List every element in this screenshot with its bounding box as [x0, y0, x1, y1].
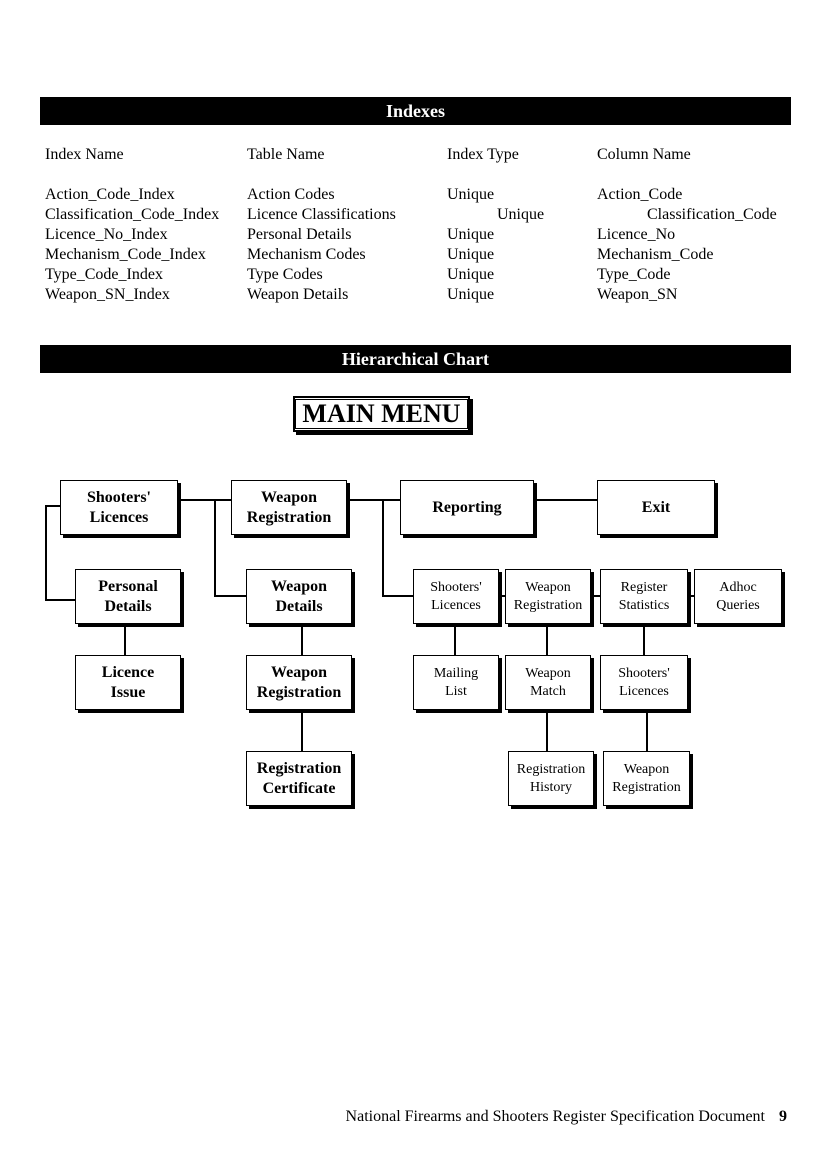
table-cell: Licence Classifications [247, 206, 396, 223]
mailing-list-box: Mailing List [413, 655, 499, 710]
page-number: 9 [779, 1108, 787, 1125]
table-cell: Type_Code [597, 266, 671, 283]
page-footer [346, 1108, 787, 1126]
table-cell: Unique [447, 246, 495, 263]
connector-line [301, 710, 303, 751]
table-cell: Personal Details [247, 226, 352, 243]
table-cell: Classification_Code_Index [45, 206, 220, 223]
hierarchical-chart-heading: Hierarchical Chart [40, 345, 791, 373]
shooters-licences-box: Shooters' Licences [60, 480, 178, 535]
connector-line [45, 599, 76, 601]
footer-document-title: National Firearms and Shooters Register Specification Document [345, 1108, 765, 1125]
table-cell: Mechanism Codes [247, 246, 366, 263]
registration-history-box: Registration History [508, 751, 594, 806]
licence-issue-box: Licence Issue [75, 655, 181, 710]
weapon-details-box: Weapon Details [246, 569, 352, 624]
exit-box: Exit [597, 480, 715, 535]
report-weapon-registration-box: Weapon Registration [505, 569, 591, 624]
table-cell: Mechanism_Code [597, 246, 714, 263]
connector-line [546, 624, 548, 656]
adhoc-queries-box: Adhoc Queries [694, 569, 782, 624]
table-cell: Classification_Code [647, 206, 777, 223]
table-cell: Action_Code_Index [45, 186, 175, 203]
table-cell: Licence_No [597, 226, 676, 243]
connector-line [346, 499, 401, 501]
connector-line [124, 624, 126, 656]
header-table-name: Table Name [247, 146, 325, 163]
main-menu-label: MAIN MENU [295, 399, 467, 429]
table-cell: Mechanism_Code_Index [45, 246, 206, 263]
table-cell: Type Codes [247, 266, 323, 283]
report-shooters-licences-box: Shooters' Licences [413, 569, 499, 624]
indexes-heading: Indexes [40, 97, 791, 125]
connector-line [45, 505, 47, 601]
stats-shooters-licences-box: Shooters' Licences [600, 655, 688, 710]
connector-line [214, 595, 247, 597]
connector-line [646, 710, 648, 752]
stats-weapon-registration-box: Weapon Registration [603, 751, 690, 806]
table-cell: Unique [447, 186, 495, 203]
weapon-registration-sub-box: Weapon Registration [246, 655, 352, 710]
header-index-type: Index Type [447, 146, 519, 163]
connector-line [382, 595, 414, 597]
table-cell: Weapon_SN [597, 286, 678, 303]
table-cell: Unique [447, 286, 495, 303]
registration-certificate-box: Registration Certificate [246, 751, 352, 806]
table-cell: Type_Code_Index [45, 266, 163, 283]
connector-line [45, 505, 61, 507]
table-cell: Weapon_SN_Index [45, 286, 170, 303]
connector-line [454, 624, 456, 656]
connector-line [178, 499, 232, 501]
connector-line [382, 499, 384, 597]
header-column-name: Column Name [597, 146, 691, 163]
table-cell: Weapon Details [247, 286, 349, 303]
register-statistics-box: Register Statistics [600, 569, 688, 624]
weapon-registration-box: Weapon Registration [231, 480, 347, 535]
connector-line [214, 499, 216, 597]
table-cell: Unique [447, 266, 495, 283]
connector-line [533, 499, 598, 501]
reporting-box: Reporting [400, 480, 534, 535]
connector-line [301, 624, 303, 656]
connector-line [546, 710, 548, 752]
table-cell: Licence_No_Index [45, 226, 168, 243]
connector-line [643, 624, 645, 656]
table-cell: Unique [447, 226, 495, 243]
table-cell: Unique [497, 206, 545, 223]
table-cell: Action_Code [597, 186, 683, 203]
personal-details-box: Personal Details [75, 569, 181, 624]
header-index-name: Index Name [45, 146, 124, 163]
main-menu-box [293, 396, 470, 432]
weapon-match-box: Weapon Match [505, 655, 591, 710]
table-cell: Action Codes [247, 186, 335, 203]
